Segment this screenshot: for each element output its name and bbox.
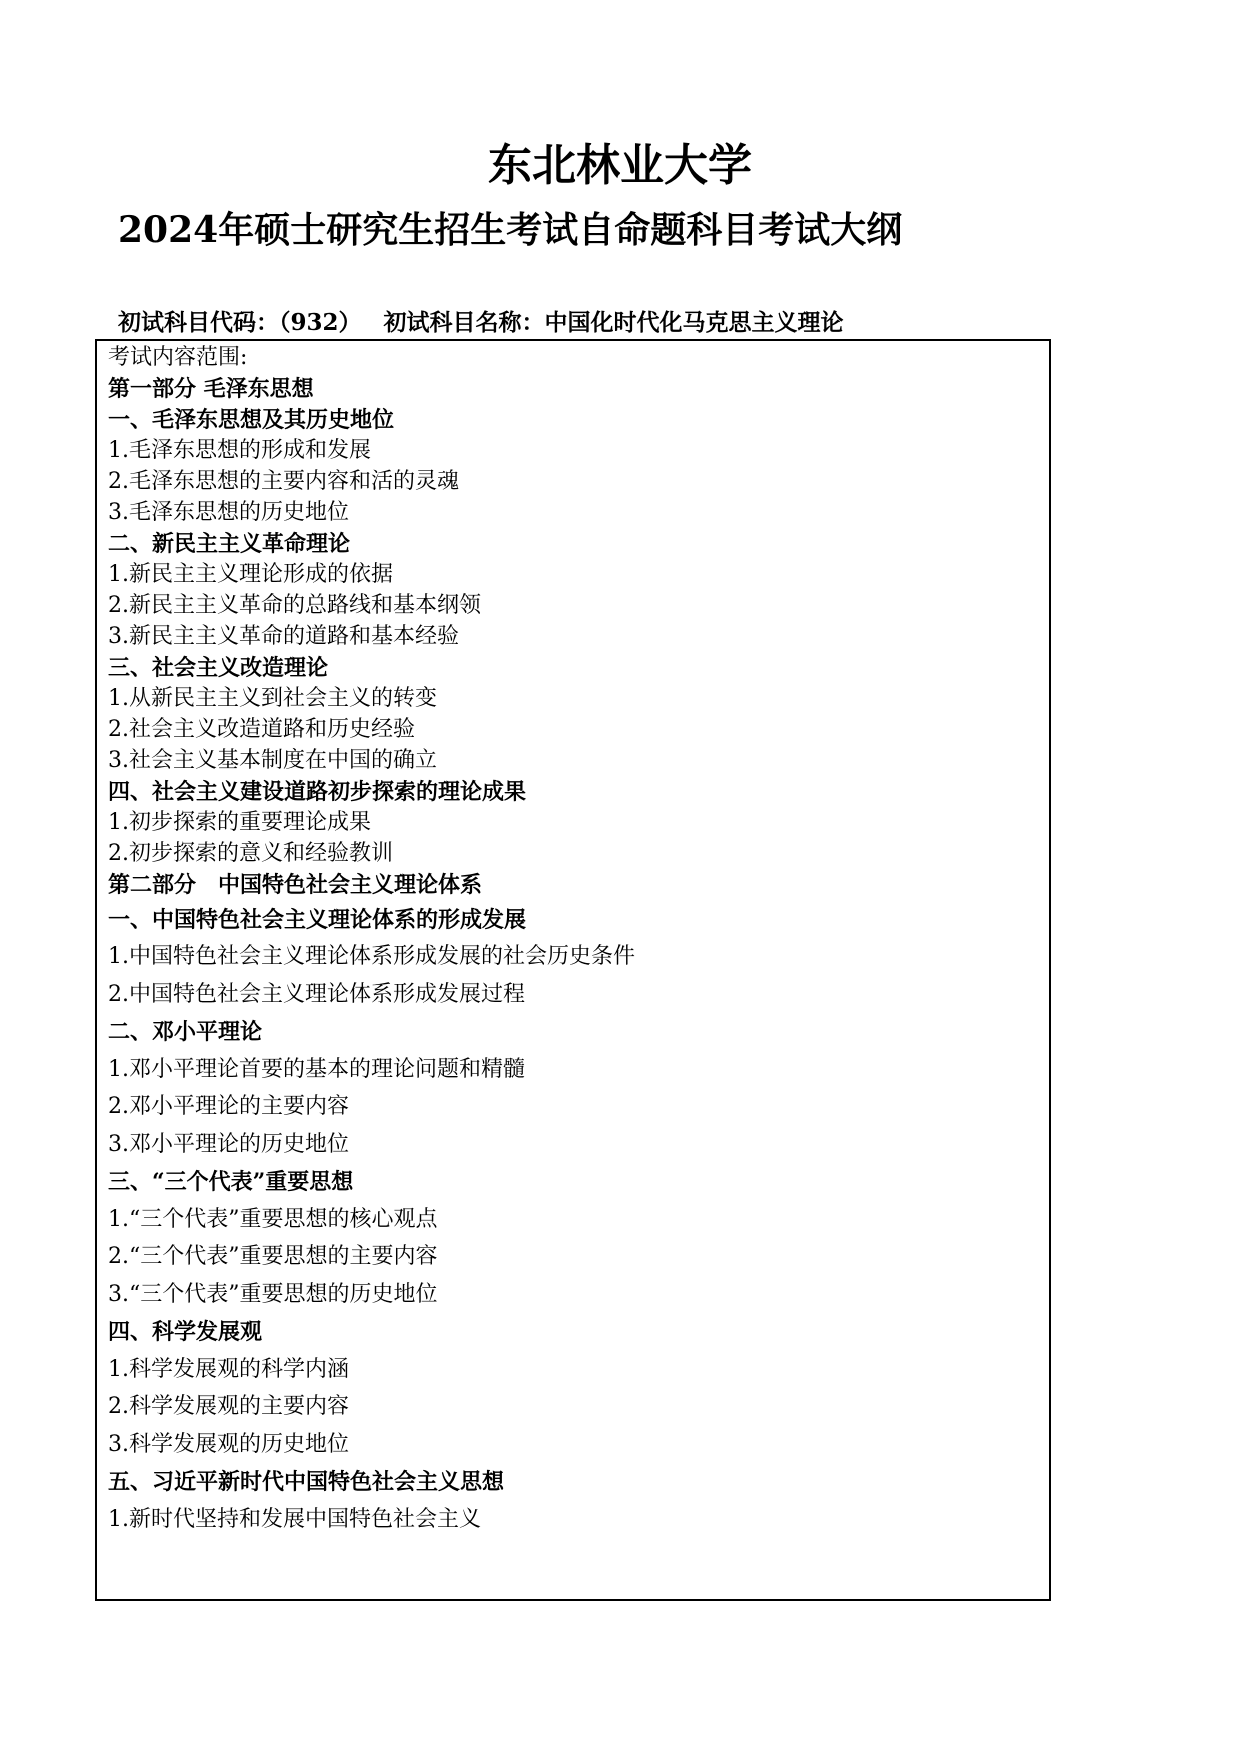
subject-code: 初试科目代码：（932） (118, 309, 362, 336)
content-item: 1.从新民主主义到社会主义的转变 (108, 686, 437, 711)
content-item: 1.“三个代表”重要思想的核心观点 (108, 1207, 438, 1232)
content-item: 1.中国特色社会主义理论体系形成发展的社会历史条件 (108, 944, 635, 969)
section-heading: 四、科学发展观 (108, 1319, 263, 1345)
section-heading: 一、毛泽东思想及其历史地位 (108, 407, 395, 433)
content-item: 3.科学发展观的历史地位 (108, 1432, 349, 1457)
section-heading: 一、中国特色社会主义理论体系的形成发展 (108, 907, 527, 933)
content-item: 2.初步探索的意义和经验教训 (108, 841, 393, 866)
section-heading: 四、社会主义建设道路初步探索的理论成果 (108, 779, 527, 805)
content-item: 3.邓小平理论的历史地位 (108, 1132, 349, 1157)
subject-info (118, 308, 844, 338)
section-heading: 第一部分 毛泽东思想 (108, 376, 314, 402)
content-item: 1.新时代坚持和发展中国特色社会主义 (108, 1507, 481, 1532)
content-item: 2.新民主主义革命的总路线和基本纲领 (108, 593, 481, 618)
content-item: 2.毛泽东思想的主要内容和活的灵魂 (108, 469, 459, 494)
content-item: 3.社会主义基本制度在中国的确立 (108, 748, 437, 773)
section-heading: 二、邓小平理论 (108, 1019, 263, 1045)
content-item: 3.“三个代表”重要思想的历史地位 (108, 1282, 438, 1307)
section-heading: 三、社会主义改造理论 (108, 655, 329, 681)
content-item: 1.邓小平理论首要的基本的理论问题和精髓 (108, 1057, 525, 1082)
content-item: 3.毛泽东思想的历史地位 (108, 500, 349, 525)
content-item: 2.邓小平理论的主要内容 (108, 1094, 349, 1119)
content-item: 1.毛泽东思想的形成和发展 (108, 438, 371, 463)
section-heading: 第二部分 中国特色社会主义理论体系 (108, 872, 483, 898)
section-heading: 五、习近平新时代中国特色社会主义思想 (108, 1469, 505, 1495)
document-title: 2024年硕士研究生招生考试自命题科目考试大纲 (118, 209, 903, 251)
content-item: 2.社会主义改造道路和历史经验 (108, 717, 415, 742)
subject-name: 初试科目名称：中国化时代化马克思主义理论 (383, 309, 844, 336)
section-heading: 二、新民主主义革命理论 (108, 531, 351, 557)
content-item: 考试内容范围: (108, 345, 248, 370)
content-item: 1.科学发展观的科学内涵 (108, 1357, 349, 1382)
content-item: 1.初步探索的重要理论成果 (108, 810, 371, 835)
section-heading: 三、“三个代表”重要思想 (108, 1169, 354, 1195)
content-item: 2.科学发展观的主要内容 (108, 1394, 349, 1419)
content-item: 1.新民主主义理论形成的依据 (108, 562, 393, 587)
content-item: 2.中国特色社会主义理论体系形成发展过程 (108, 982, 525, 1007)
content-box (95, 339, 1051, 1601)
content-item: 3.新民主主义革命的道路和基本经验 (108, 624, 459, 649)
university-title: 东北林业大学 (488, 140, 752, 191)
content-item: 2.“三个代表”重要思想的主要内容 (108, 1244, 438, 1269)
